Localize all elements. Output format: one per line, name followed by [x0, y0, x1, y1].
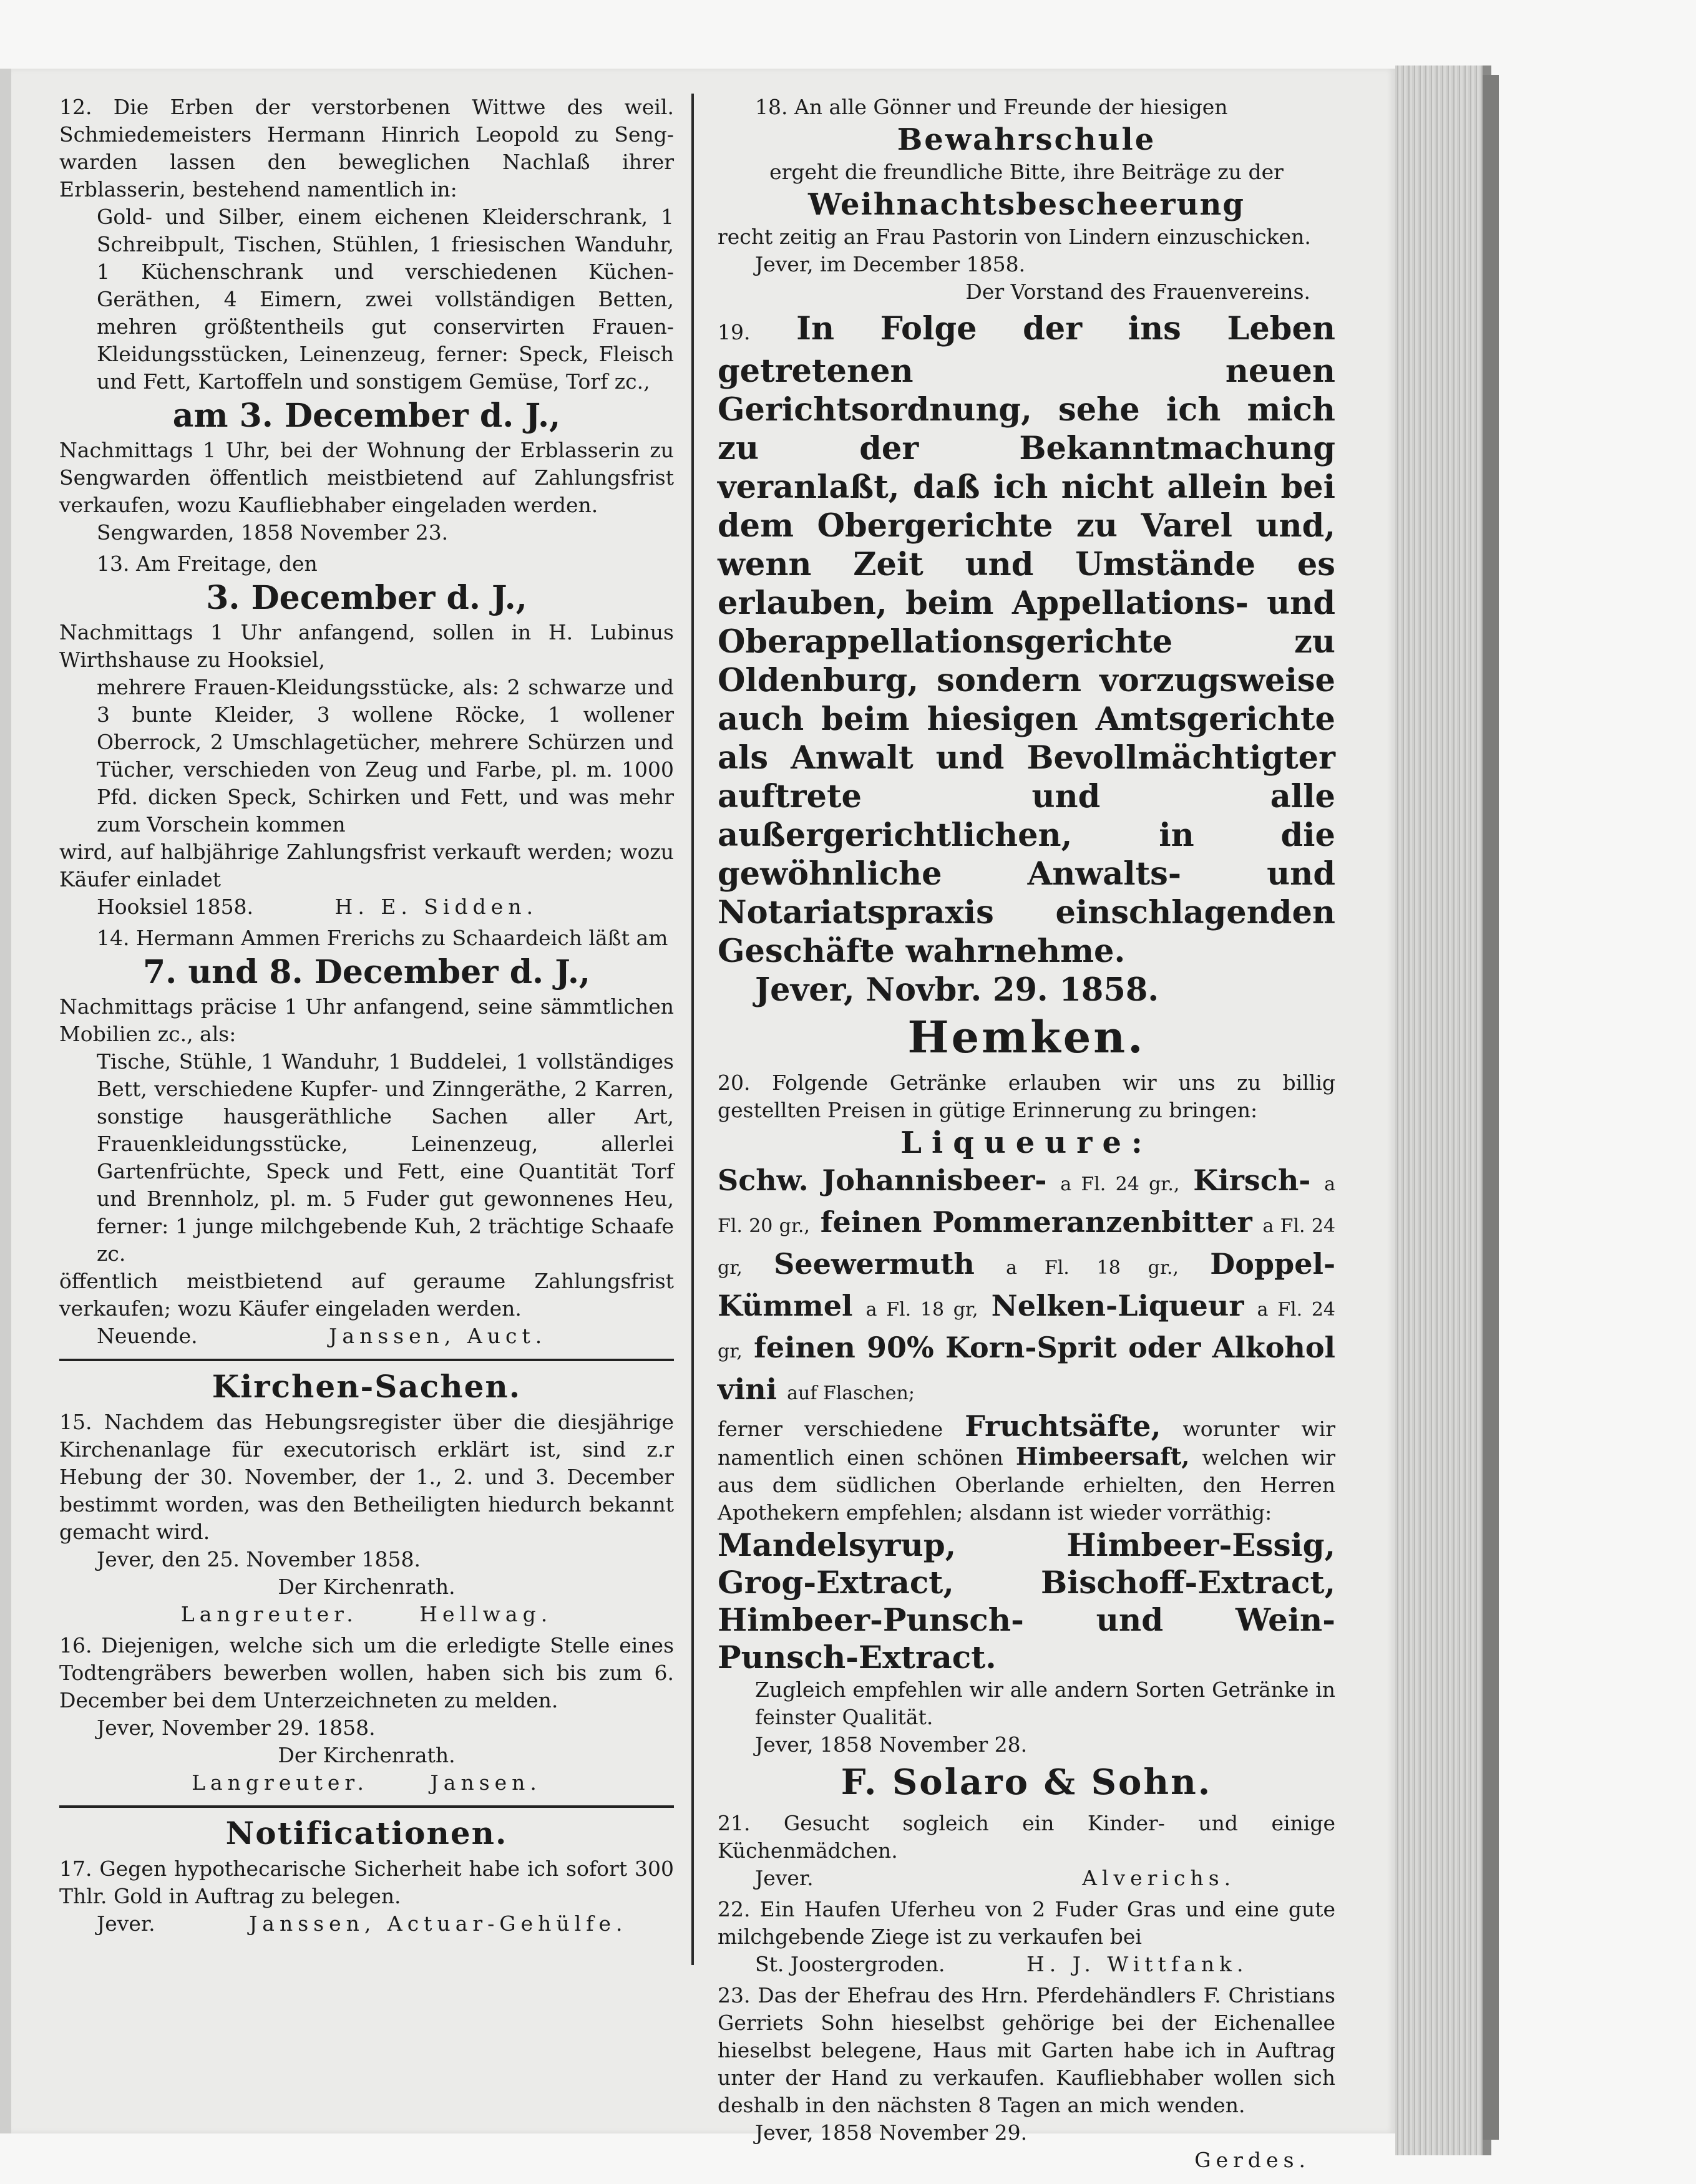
notice-16-signature-1: Langreuter.	[192, 1770, 369, 1795]
liqueur-3: feinen Pommeranzenbitter	[820, 1205, 1252, 1239]
notice-14-intro: 14. Hermann Ammen Frerichs zu Schaardeich läßt am	[97, 926, 668, 950]
notice-17-signature: Janssen, Actuar-Gehülfe.	[249, 1911, 628, 1936]
notice-19-place: Jever, Novbr. 29. 1858.	[755, 971, 1159, 1009]
notice-13-goods: mehrere Frauen-Kleidungsstücke, als: 2 schwarze und 3 bunte Kleider, 3 wollene Röcke, 1 wollener Oberrock, 2 Umschlagetücher, mehrere Schürzen und Tücher, verschieden von Zeug und Farbe, pl. m. 1000 Pfd. dicken Speck, Schirken und Fett, und was mehr zum Vorschein kommen	[97, 675, 674, 837]
notice-23-text: 23. Das der Ehefrau des Hrn. Pferdehändlers F. Christians Gerriets Sohn hieselbst gehörige bei der Eichenallee hieselbst belegene, Haus mit Garten habe ich in Auftrag unter der Hand zu verkaufen. Kaufliebhaber wollen sich deshalb in den nächsten 8 Tagen an mich wenden.	[718, 1983, 1335, 2117]
liqueur-1: Schw. Johannisbeer-	[718, 1163, 1047, 1197]
notice-23	[718, 1982, 1335, 2174]
notice-18-name: Bewahrschule	[897, 122, 1156, 157]
notice-22-place: St. Joostergroden.	[755, 1952, 945, 1976]
notice-20-fruit	[718, 1409, 1335, 1526]
notice-21-signature: Alverichs.	[1082, 1866, 1236, 1890]
page-left-edge	[0, 69, 11, 2133]
notice-15-signature-1: Langreuter.	[180, 1602, 358, 1626]
notice-14-text: Nachmittags präcise 1 Uhr anfangend, seine sämmtlichen Mobilien zc., als:	[59, 994, 674, 1046]
notice-14-text2: öffentlich meistbietend auf geraume Zahlungsfrist verkaufen; wozu Käufer eingeladen werden.	[59, 1269, 674, 1321]
notice-13	[59, 550, 674, 921]
notice-20	[718, 1069, 1335, 1806]
right-column	[718, 94, 1335, 2178]
notice-20-intro: 20. Folgende Getränke erlauben wir uns zu billig gestellten Preisen in gütige Erinnerung zu bringen:	[718, 1070, 1335, 1122]
notice-17-place: Jever.	[97, 1911, 155, 1936]
notice-20-text-4: Zugleich empfehlen wir alle andern Sorten Getränke in feinster Qualität.	[755, 1677, 1335, 1729]
notice-14-signoff	[59, 1323, 674, 1350]
notice-16-text: 16. Diejenigen, welche sich um die erledigte Stelle eines Todtengräbers bewerben wollen, haben sich bis zum 6. December bei dem Unterzeichneten zu melden.	[59, 1633, 674, 1712]
liqueur-4: Seewermuth	[774, 1247, 975, 1281]
notice-22	[718, 1896, 1335, 1978]
book-page-edges	[1395, 66, 1491, 2155]
notice-23-signature: Gerdes.	[1194, 2148, 1310, 2172]
notice-16-place: Jever, November 29. 1858.	[97, 1716, 376, 1740]
notice-14-date: 7. und 8. December d. J.,	[142, 953, 591, 991]
price-4: a Fl. 18 gr.,	[1006, 1257, 1179, 1279]
notice-20-himbeersaft: Himbeersaft,	[1015, 1442, 1190, 1470]
section-heading-kirchen: Kirchen-Sachen.	[212, 1368, 522, 1405]
notice-21-place: Jever.	[755, 1866, 814, 1890]
price-6: a Fl. 24 gr,	[718, 1299, 1336, 1362]
notice-13-place: Hooksiel 1858.	[97, 895, 254, 919]
notice-19	[718, 309, 1335, 1065]
section-rule	[59, 1359, 674, 1361]
price-1: a Fl. 24 gr.,	[1060, 1173, 1180, 1195]
notice-21-text: 21. Gesucht sogleich ein Kinder- und einige Küchenmädchen.	[718, 1811, 1335, 1863]
notice-12-text: Nachmittags 1 Uhr, bei der Wohnung der Erblasserin zu Sengwarden öffentlich meistbietend auf Zahlungsfrist verkaufen, wozu Kaufliebhaber eingeladen werden.	[59, 438, 674, 517]
notice-14-signature: Janssen, Auct.	[329, 1324, 547, 1348]
section-heading-notificationen: Notificationen.	[225, 1815, 508, 1852]
notice-18-signature: Der Vorstand des Frauenvereins.	[965, 279, 1310, 304]
liqueur-7: feinen 90% Korn-Sprit oder Alkohol vini	[718, 1331, 1336, 1406]
notice-20-place: Jever, 1858 November 28.	[755, 1732, 1028, 1757]
notice-22-signoff	[718, 1951, 1335, 1978]
notice-17-signoff	[59, 1910, 674, 1938]
notice-16-signature-2: Jansen.	[430, 1770, 542, 1795]
notice-13-intro: 13. Am Freitage, den	[97, 551, 318, 576]
notice-18-text-2: recht zeitig an Frau Pastorin von Lindern einzuschicken.	[718, 225, 1311, 249]
notice-20-liqueurs	[718, 1162, 1335, 1412]
book-cover-edge	[1483, 75, 1499, 2140]
notice-20-heading: Liqueure:	[900, 1125, 1153, 1160]
notice-18-intro: 18. An alle Gönner und Freunde der hiesigen	[755, 95, 1228, 119]
notice-15-office: Der Kirchenrath.	[278, 1575, 456, 1599]
notice-12-place: Sengwarden, 1858 November 23.	[97, 520, 449, 545]
notice-19-signature: Hemken.	[907, 1011, 1146, 1063]
notice-21-signoff	[718, 1865, 1335, 1892]
notice-13-text: Nachmittags 1 Uhr anfangend, sollen in H. Lubinus Wirthshause zu Hooksiel,	[59, 620, 674, 672]
notice-16	[59, 1632, 674, 1797]
notice-13-text2: wird, auf halbjährige Zahlungsfrist verkauft werden; wozu Käufer einladet	[59, 840, 674, 891]
notice-20-text-2: worunter wir namentlich einen schönen	[718, 1417, 1335, 1470]
notice-20-text-3: welchen wir aus dem südlichen Oberlande erhielten, den Herren Apothekern empfehlen; alsdann ist wieder vorräthig:	[718, 1445, 1335, 1525]
notice-20-products: Mandelsyrup, Himbeer-Essig, Grog-Extract, Bischoff-Extract, Himbeer-Punsch- und Wein-Punsch-Extract.	[718, 1526, 1335, 1676]
liqueur-5: Doppel-Kümmel	[718, 1247, 1336, 1323]
notice-18-place: Jever, im December 1858.	[755, 252, 1026, 276]
price-5: a Fl. 18 gr,	[865, 1299, 978, 1321]
notice-16-office: Der Kirchenrath.	[278, 1743, 456, 1767]
notice-12-intro: 12. Die Erben der verstorbenen Wittwe des weil. Schmiedemeisters Hermann Hinrich Leopold zu Seng-warden lassen den beweglichen Nachlaß ihrer Erblasserin, bestehend namentlich in:	[59, 95, 674, 201]
notice-19-number: 19.	[718, 320, 751, 344]
notice-20-firm: F. Solaro & Sohn.	[841, 1762, 1212, 1803]
notice-13-date: 3. December d. J.,	[206, 579, 527, 617]
section-rule	[59, 1805, 674, 1808]
notice-18-text: ergeht die freundliche Bitte, ihre Beiträge zu der	[769, 160, 1284, 184]
notice-16-signatures	[59, 1769, 674, 1797]
notice-19-body	[718, 309, 1335, 971]
notice-15-signature-2: Hellwag.	[419, 1602, 553, 1626]
notice-14-goods: Tische, Stühle, 1 Wanduhr, 1 Buddelei, 1 vollständiges Bett, verschiedene Kupfer- und Zinngeräthe, 2 Karren, sonstige hausgeräthliche Sachen aller Art, Frauenkleidungsstücke, Leinenzeug, allerlei Gartenfrüchte, Speck und Fett, eine Quantität Torf und Brennholz, pl. m. 5 Fuder gut gewonnenes Heu, ferner: 1 junge milchgebende Kuh, 2 trächtige Schaafe zc.	[97, 1049, 674, 1266]
notice-22-signature: H. J. Wittfank.	[1026, 1952, 1249, 1976]
notice-14	[59, 925, 674, 1350]
notice-18-name-2: Weihnachtsbescheerung	[808, 187, 1245, 222]
notice-15	[59, 1409, 674, 1628]
left-column	[59, 94, 674, 1941]
notice-15-place: Jever, den 25. November 1858.	[97, 1547, 421, 1571]
notice-12	[59, 94, 674, 546]
notice-13-signoff	[59, 893, 674, 921]
notice-15-text: 15. Nachdem das Hebungsregister über die diesjährige Kirchenanlage für executorisch erklärt ist, sind z.r Hebung der 30. November, der 1., 2. und 3. December bestimmt worden, was den Betheiligten hiedurch bekannt gemacht wird.	[59, 1410, 674, 1544]
notice-20-fruchtsaefte: Fruchtsäfte,	[965, 1409, 1161, 1443]
notice-15-signatures	[59, 1601, 674, 1628]
notice-22-text: 22. Ein Haufen Uferheu von 2 Fuder Gras und eine gute milchgebende Ziege ist zu verkaufen bei	[718, 1897, 1335, 1949]
price-2: a Fl. 20 gr.,	[718, 1173, 1336, 1237]
column-divider	[691, 94, 694, 1965]
liqueur-2: Kirsch-	[1193, 1163, 1311, 1197]
notice-13-signature: H. E. Sidden.	[334, 895, 539, 919]
notice-21	[718, 1810, 1335, 1892]
notice-12-goods: Gold- und Silber, einem eichenen Kleiderschrank, 1 Schreibpult, Tischen, Stühlen, 1 friesischen Wanduhr, 1 Küchenschrank und verschiedenen Küchen-Geräthen, 4 Eimern, zwei vollständigen Betten, mehren größtentheils gut conservirten Frauen-Kleidungsstücken, Leinenzeug, ferner: Speck, Fleisch und Fett, Kartoffeln und sonstigem Gemüse, Torf zc.,	[97, 205, 674, 394]
notice-12-date: am 3. December d. J.,	[172, 397, 561, 435]
liqueur-6: Nelken-Liqueur	[991, 1289, 1244, 1323]
notice-19-text: In Folge der ins Leben getretenen neuen Gerichtsordnung, sehe ich mich zu der Bekanntmachung veranlaßt, daß ich nicht allein bei dem Obergerichte zu Varel und, wenn Zeit und Umstände es erlauben, beim Appellations- und Oberappellationsgerichte zu Oldenburg, sondern vorzugsweise auch beim hiesigen Amtsgerichte als Anwalt und Bevollmächtigter auftrete und alle außergerichtlichen, in die gewöhnliche Anwalts- und Notariatspraxis einschlagenden Geschäfte wahrnehme.	[718, 310, 1335, 970]
notice-20-text-1: ferner verschiedene	[718, 1417, 943, 1441]
price-7: auf Flaschen;	[787, 1382, 915, 1404]
notice-18	[718, 94, 1335, 306]
notice-23-place: Jever, 1858 November 29.	[755, 2120, 1028, 2145]
notice-14-place: Neuende.	[97, 1324, 198, 1348]
notice-17	[59, 1855, 674, 1938]
price-3: a Fl. 24 gr,	[718, 1215, 1336, 1279]
notice-17-text: 17. Gegen hypothecarische Sicherheit habe ich sofort 300 Thlr. Gold in Auftrag zu belegen.	[59, 1856, 674, 1908]
